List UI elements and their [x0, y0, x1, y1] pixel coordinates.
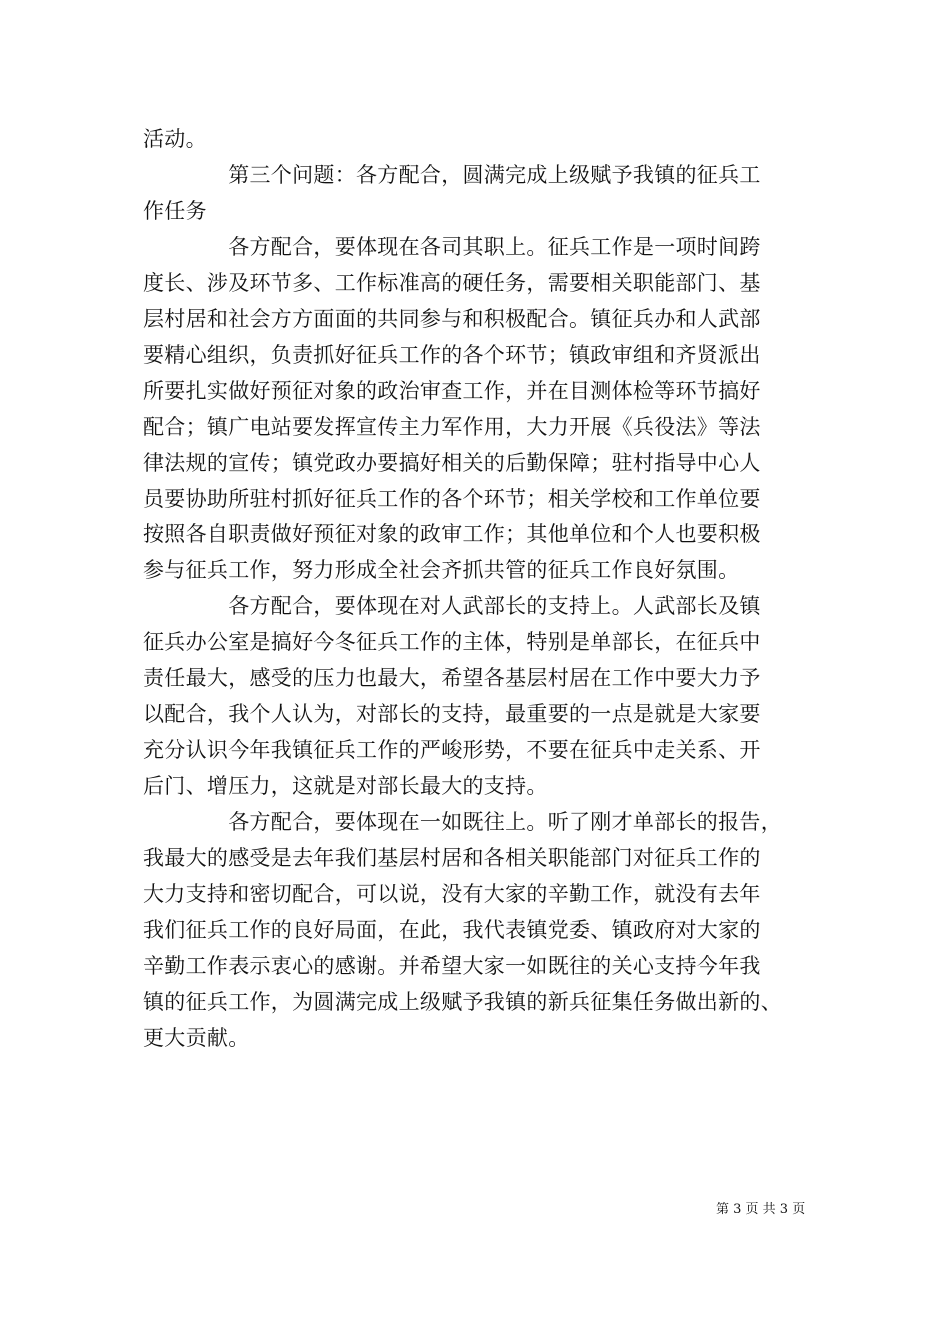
- text-line: 要精心组织，负责抓好征兵工作的各个环节；镇政审组和齐贤派出: [143, 343, 761, 367]
- text-line: 所要扎实做好预征对象的政治审查工作，并在目测体检等环节搞好: [143, 379, 761, 403]
- text-line: 层村居和社会方方面面的共同参与和积极配合。镇征兵办和人武部: [143, 307, 761, 331]
- text-line: 第三个问题：各方配合，圆满完成上级赋予我镇的征兵工: [143, 163, 761, 187]
- text-line: 更大贡献。: [143, 1026, 250, 1050]
- text-line: 度长、涉及环节多、工作标准高的硬任务，需要相关职能部门、基: [143, 271, 761, 295]
- text-line: 我们征兵工作的良好局面，在此，我代表镇党委、镇政府对大家的: [143, 918, 761, 942]
- text-line: 以配合，我个人认为，对部长的支持，最重要的一点是就是大家要: [143, 702, 761, 726]
- text-line: 大力支持和密切配合，可以说，没有大家的辛勤工作，就没有去年: [143, 882, 761, 906]
- text-line: 各方配合，要体现在对人武部长的支持上。人武部长及镇: [143, 594, 761, 618]
- text-line: 辛勤工作表示衷心的感谢。并希望大家一如既往的关心支持今年我: [143, 954, 761, 978]
- text-line: 责任最大，感受的压力也最大，希望各基层村居在工作中要大力予: [143, 666, 761, 690]
- text-line: 后门、增压力，这就是对部长最大的支持。: [143, 774, 548, 798]
- text-line: 参与征兵工作，努力形成全社会齐抓共管的征兵工作良好氛围。: [143, 558, 740, 582]
- text-line: 律法规的宣传；镇党政办要搞好相关的后勤保障；驻村指导中心人: [143, 451, 761, 475]
- text-line: 活动。: [143, 127, 207, 151]
- text-line: 员要协助所驻村抓好征兵工作的各个环节；相关学校和工作单位要: [143, 487, 761, 511]
- text-line: 我最大的感受是去年我们基层村居和各相关职能部门对征兵工作的: [143, 846, 761, 870]
- page-number: 第 3 页 共 3 页: [716, 1202, 806, 1217]
- text-line: 充分认识今年我镇征兵工作的严峻形势，不要在征兵中走关系、开: [143, 738, 761, 762]
- text-line: 镇的征兵工作，为圆满完成上级赋予我镇的新兵征集任务做出新的、: [143, 990, 782, 1014]
- text-line: 各方配合，要体现在各司其职上。征兵工作是一项时间跨: [143, 235, 761, 259]
- text-line: 作任务: [143, 199, 207, 223]
- text-line: 按照各自职责做好预征对象的政审工作；其他单位和个人也要积极: [143, 522, 761, 546]
- text-line: 配合；镇广电站要发挥宣传主力军作用，大力开展《兵役法》等法: [143, 415, 761, 439]
- text-line: 征兵办公室是搞好今冬征兵工作的主体，特别是单部长，在征兵中: [143, 630, 761, 654]
- text-line: 各方配合，要体现在一如既往上。听了刚才单部长的报告，: [143, 810, 782, 834]
